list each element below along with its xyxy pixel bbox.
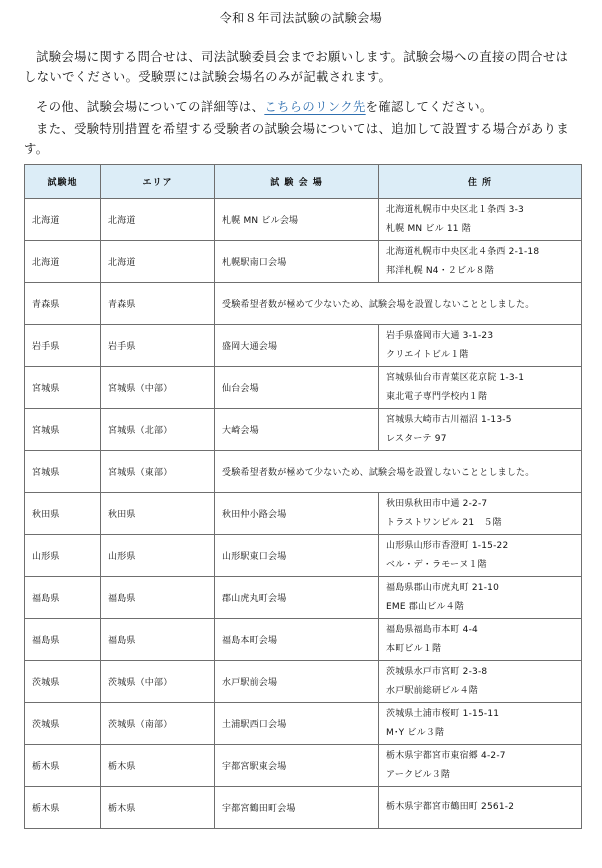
prefecture-cell: 茨城県 [25, 661, 101, 703]
table-row [25, 619, 582, 661]
table-row [25, 283, 582, 325]
area-cell: 青森県 [101, 283, 215, 325]
table-row [25, 367, 582, 409]
address-line: 宮城県大崎市古川福沼 1-13-5 [386, 414, 512, 425]
prefecture-cell: 北海道 [25, 199, 101, 241]
building-line: 本町ビル１階 [386, 643, 442, 654]
special-measures-paragraph: また、受験特別措置を希望する受験者の試験会場については、追加して設置する場合があります。 [24, 122, 570, 156]
building-line: M･Y ビル３階 [386, 727, 445, 738]
area-cell: 茨城県（中部） [101, 661, 215, 703]
venue-table [24, 164, 582, 829]
header-address: 住 所 [379, 165, 582, 199]
venue-name-cell: 札幌 MN ビル会場 [215, 199, 379, 241]
prefecture-cell: 北海道 [25, 241, 101, 283]
area-cell: 秋田県 [101, 493, 215, 535]
building-line: アークビル３階 [386, 769, 451, 780]
table-row [25, 241, 582, 283]
prefecture-cell: 宮城県 [25, 409, 101, 451]
address-line: 北海道札幌市中央区北１条西 3-3 [386, 204, 524, 215]
address-line: 北海道札幌市中央区北４条西 2-1-18 [386, 246, 540, 257]
address-cell [379, 661, 582, 703]
area-cell: 福島県 [101, 619, 215, 661]
venue-name-cell: 郡山虎丸町会場 [215, 577, 379, 619]
page-title: 令和８年司法試験の試験会場 [219, 11, 383, 25]
header-area: エリア [101, 165, 215, 199]
address-cell [379, 577, 582, 619]
venue-name-cell: 水戸駅前会場 [215, 661, 379, 703]
building-line: レスターテ 97 [386, 433, 447, 444]
address-cell [379, 703, 582, 745]
area-cell: 岩手県 [101, 325, 215, 367]
address-cell [379, 535, 582, 577]
venue-name-cell: 盛岡大通会場 [215, 325, 379, 367]
address-cell [379, 745, 582, 787]
venue-name-cell: 宇都宮鶴田町会場 [215, 787, 379, 829]
area-cell: 栃木県 [101, 745, 215, 787]
building-line: 札幌 MN ビル 11 階 [386, 223, 471, 234]
building-line: トラストワンビル 21 ５階 [386, 517, 502, 528]
address-cell [379, 325, 582, 367]
venue-name-cell: 土浦駅西口会場 [215, 703, 379, 745]
venue-table-body [25, 199, 582, 829]
venue-name-cell: 福島本町会場 [215, 619, 379, 661]
header-venue: 試 験 会 場 [215, 165, 379, 199]
address-line: 福島県福島市本町 4-4 [386, 624, 478, 635]
table-row [25, 409, 582, 451]
area-cell: 宮城県（東部） [101, 451, 215, 493]
details-paragraph [24, 97, 580, 117]
address-line: 栃木県宇都宮市東宿郷 4-2-7 [386, 750, 506, 761]
address-line: 宮城県仙台市青葉区花京院 1-3-1 [386, 372, 525, 383]
intro-paragraph: 試験会場に関する問合せは、司法試験委員会までお願いします。試験会場への直接の問合せはしないでください。受験票には試験会場名のみが記載されます。 [24, 50, 569, 84]
building-line: EME 郡山ビル４階 [386, 601, 464, 612]
prefecture-cell: 青森県 [25, 283, 101, 325]
details-link[interactable]: こちらのリンク先 [264, 100, 366, 114]
table-row [25, 577, 582, 619]
table-row [25, 745, 582, 787]
area-cell: 北海道 [101, 241, 215, 283]
venue-name-cell: 宇都宮駅東会場 [215, 745, 379, 787]
address-cell [379, 619, 582, 661]
details-text-before: その他、試験会場についての詳細等は、 [36, 100, 265, 114]
address-cell [379, 409, 582, 451]
table-row [25, 703, 582, 745]
area-cell: 山形県 [101, 535, 215, 577]
header-prefecture: 試験地 [25, 165, 101, 199]
area-cell: 宮城県（北部） [101, 409, 215, 451]
prefecture-cell: 福島県 [25, 577, 101, 619]
building-line: ベル・デ・ラモーヌ１階 [386, 559, 487, 570]
table-row [25, 451, 582, 493]
table-row [25, 787, 582, 829]
venue-name-cell: 山形駅東口会場 [215, 535, 379, 577]
address-cell [379, 367, 582, 409]
building-line: 東北電子専門学校内１階 [386, 391, 488, 402]
address-cell [379, 199, 582, 241]
venue-name-cell: 仙台会場 [215, 367, 379, 409]
address-line: 福島県郡山市虎丸町 21-10 [386, 582, 500, 593]
address-line: 秋田県秋田市中通 2-2-7 [386, 498, 488, 509]
area-cell: 栃木県 [101, 787, 215, 829]
address-cell [379, 787, 582, 829]
table-row [25, 325, 582, 367]
area-cell: 茨城県（南部） [101, 703, 215, 745]
address-line: 茨城県水戸市宮町 2-3-8 [386, 666, 488, 677]
table-row [25, 661, 582, 703]
table-row [25, 493, 582, 535]
prefecture-cell: 山形県 [25, 535, 101, 577]
address-line: 茨城県土浦市桜町 1-15-11 [386, 708, 500, 719]
prefecture-cell: 宮城県 [25, 367, 101, 409]
no-venue-note-cell: 受験希望者数が極めて少ないため、試験会場を設置しないこととしました。 [215, 283, 582, 325]
venue-name-cell: 札幌駅南口会場 [215, 241, 379, 283]
area-cell: 福島県 [101, 577, 215, 619]
no-venue-note-cell: 受験希望者数が極めて少ないため、試験会場を設置しないこととしました。 [215, 451, 582, 493]
table-row [25, 535, 582, 577]
address-cell [379, 493, 582, 535]
venue-name-cell: 大崎会場 [215, 409, 379, 451]
prefecture-cell: 秋田県 [25, 493, 101, 535]
table-header-row [25, 165, 582, 199]
area-cell: 宮城県（中部） [101, 367, 215, 409]
address-line: 栃木県宇都宮市鶴田町 2561-2 [386, 802, 515, 812]
details-text-after: を確認してください。 [365, 100, 493, 114]
building-line: 水戸駅前総研ビル４階 [386, 685, 479, 696]
prefecture-cell: 宮城県 [25, 451, 101, 493]
prefecture-cell: 岩手県 [25, 325, 101, 367]
address-line: 岩手県盛岡市大通 3-1-23 [386, 330, 494, 341]
prefecture-cell: 栃木県 [25, 745, 101, 787]
prefecture-cell: 福島県 [25, 619, 101, 661]
building-line: 邦洋札幌 N4・２ビル８階 [386, 265, 494, 276]
table-row [25, 199, 582, 241]
area-cell: 北海道 [101, 199, 215, 241]
venue-name-cell: 秋田仲小路会場 [215, 493, 379, 535]
address-cell [379, 241, 582, 283]
prefecture-cell: 栃木県 [25, 787, 101, 829]
address-line: 山形県山形市香澄町 1-15-22 [386, 540, 509, 551]
prefecture-cell: 茨城県 [25, 703, 101, 745]
building-line: クリエイトビル１階 [386, 349, 469, 360]
